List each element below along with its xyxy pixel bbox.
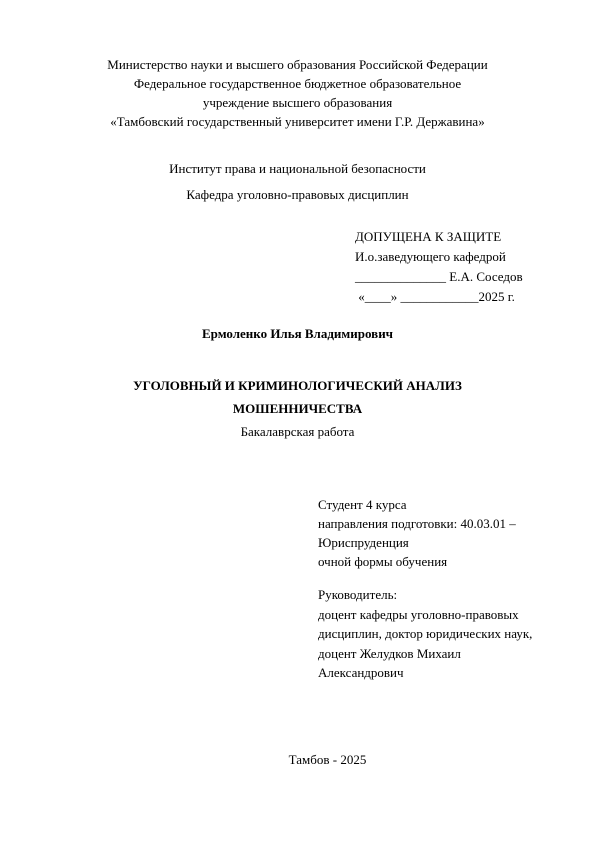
supervisor-patronymic: Александрович — [318, 665, 404, 680]
student-direction: направления подготовки: 40.03.01 – — [318, 516, 516, 531]
student-info — [318, 495, 516, 571]
department-name: Кафедра уголовно-правовых дисциплин — [186, 187, 409, 202]
author-name: Ермоленко Илья Владимирович — [201, 326, 394, 341]
header-line-institution-type: Федеральное государственное бюджетное образовательное — [133, 76, 462, 91]
supervisor-name: доцент Желудков Михаил — [318, 645, 461, 661]
approval-block — [355, 227, 523, 307]
supervisor-degree: дисциплин, доктор юридических наук, — [318, 626, 533, 641]
supervisor-label: Руководитель: — [318, 587, 398, 602]
header-line-ministry: Министерство науки и высшего образования Российской Федерации — [107, 57, 488, 72]
work-title-line-2: МОШЕННИЧЕСТВА — [232, 401, 363, 416]
header-line-education-level: учреждение высшего образования — [202, 95, 393, 110]
work-title-line-1: УГОЛОВНЫЙ И КРИМИНОЛОГИЧЕСКИЙ АНАЛИЗ — [133, 378, 462, 393]
work-type: Бакалаврская работа — [240, 424, 355, 439]
student-specialty: Юриспруденция — [318, 535, 409, 550]
approval-title: ДОПУЩЕНА К ЗАЩИТЕ — [355, 229, 502, 244]
supervisor-position: доцент кафедры уголовно-правовых — [318, 606, 519, 622]
student-study-form: очной формы обучения — [318, 554, 448, 569]
approval-date-line: «____» ____________2025 г. — [355, 289, 515, 304]
approval-role: И.о.заведующего кафедрой — [355, 249, 506, 264]
work-title — [0, 374, 595, 420]
approval-signature-line: ______________ Е.А. Соседов — [355, 269, 523, 284]
institute-block — [0, 155, 595, 207]
supervisor-info — [318, 585, 532, 683]
student-course: Студент 4 курса — [318, 497, 407, 512]
ministry-header — [0, 55, 595, 131]
institute-name: Институт права и национальной безопасности — [169, 161, 426, 176]
city-year: Тамбов - 2025 — [288, 752, 367, 767]
header-line-university: «Тамбовский государственный университет имени Г.Р. Державина» — [110, 114, 485, 129]
